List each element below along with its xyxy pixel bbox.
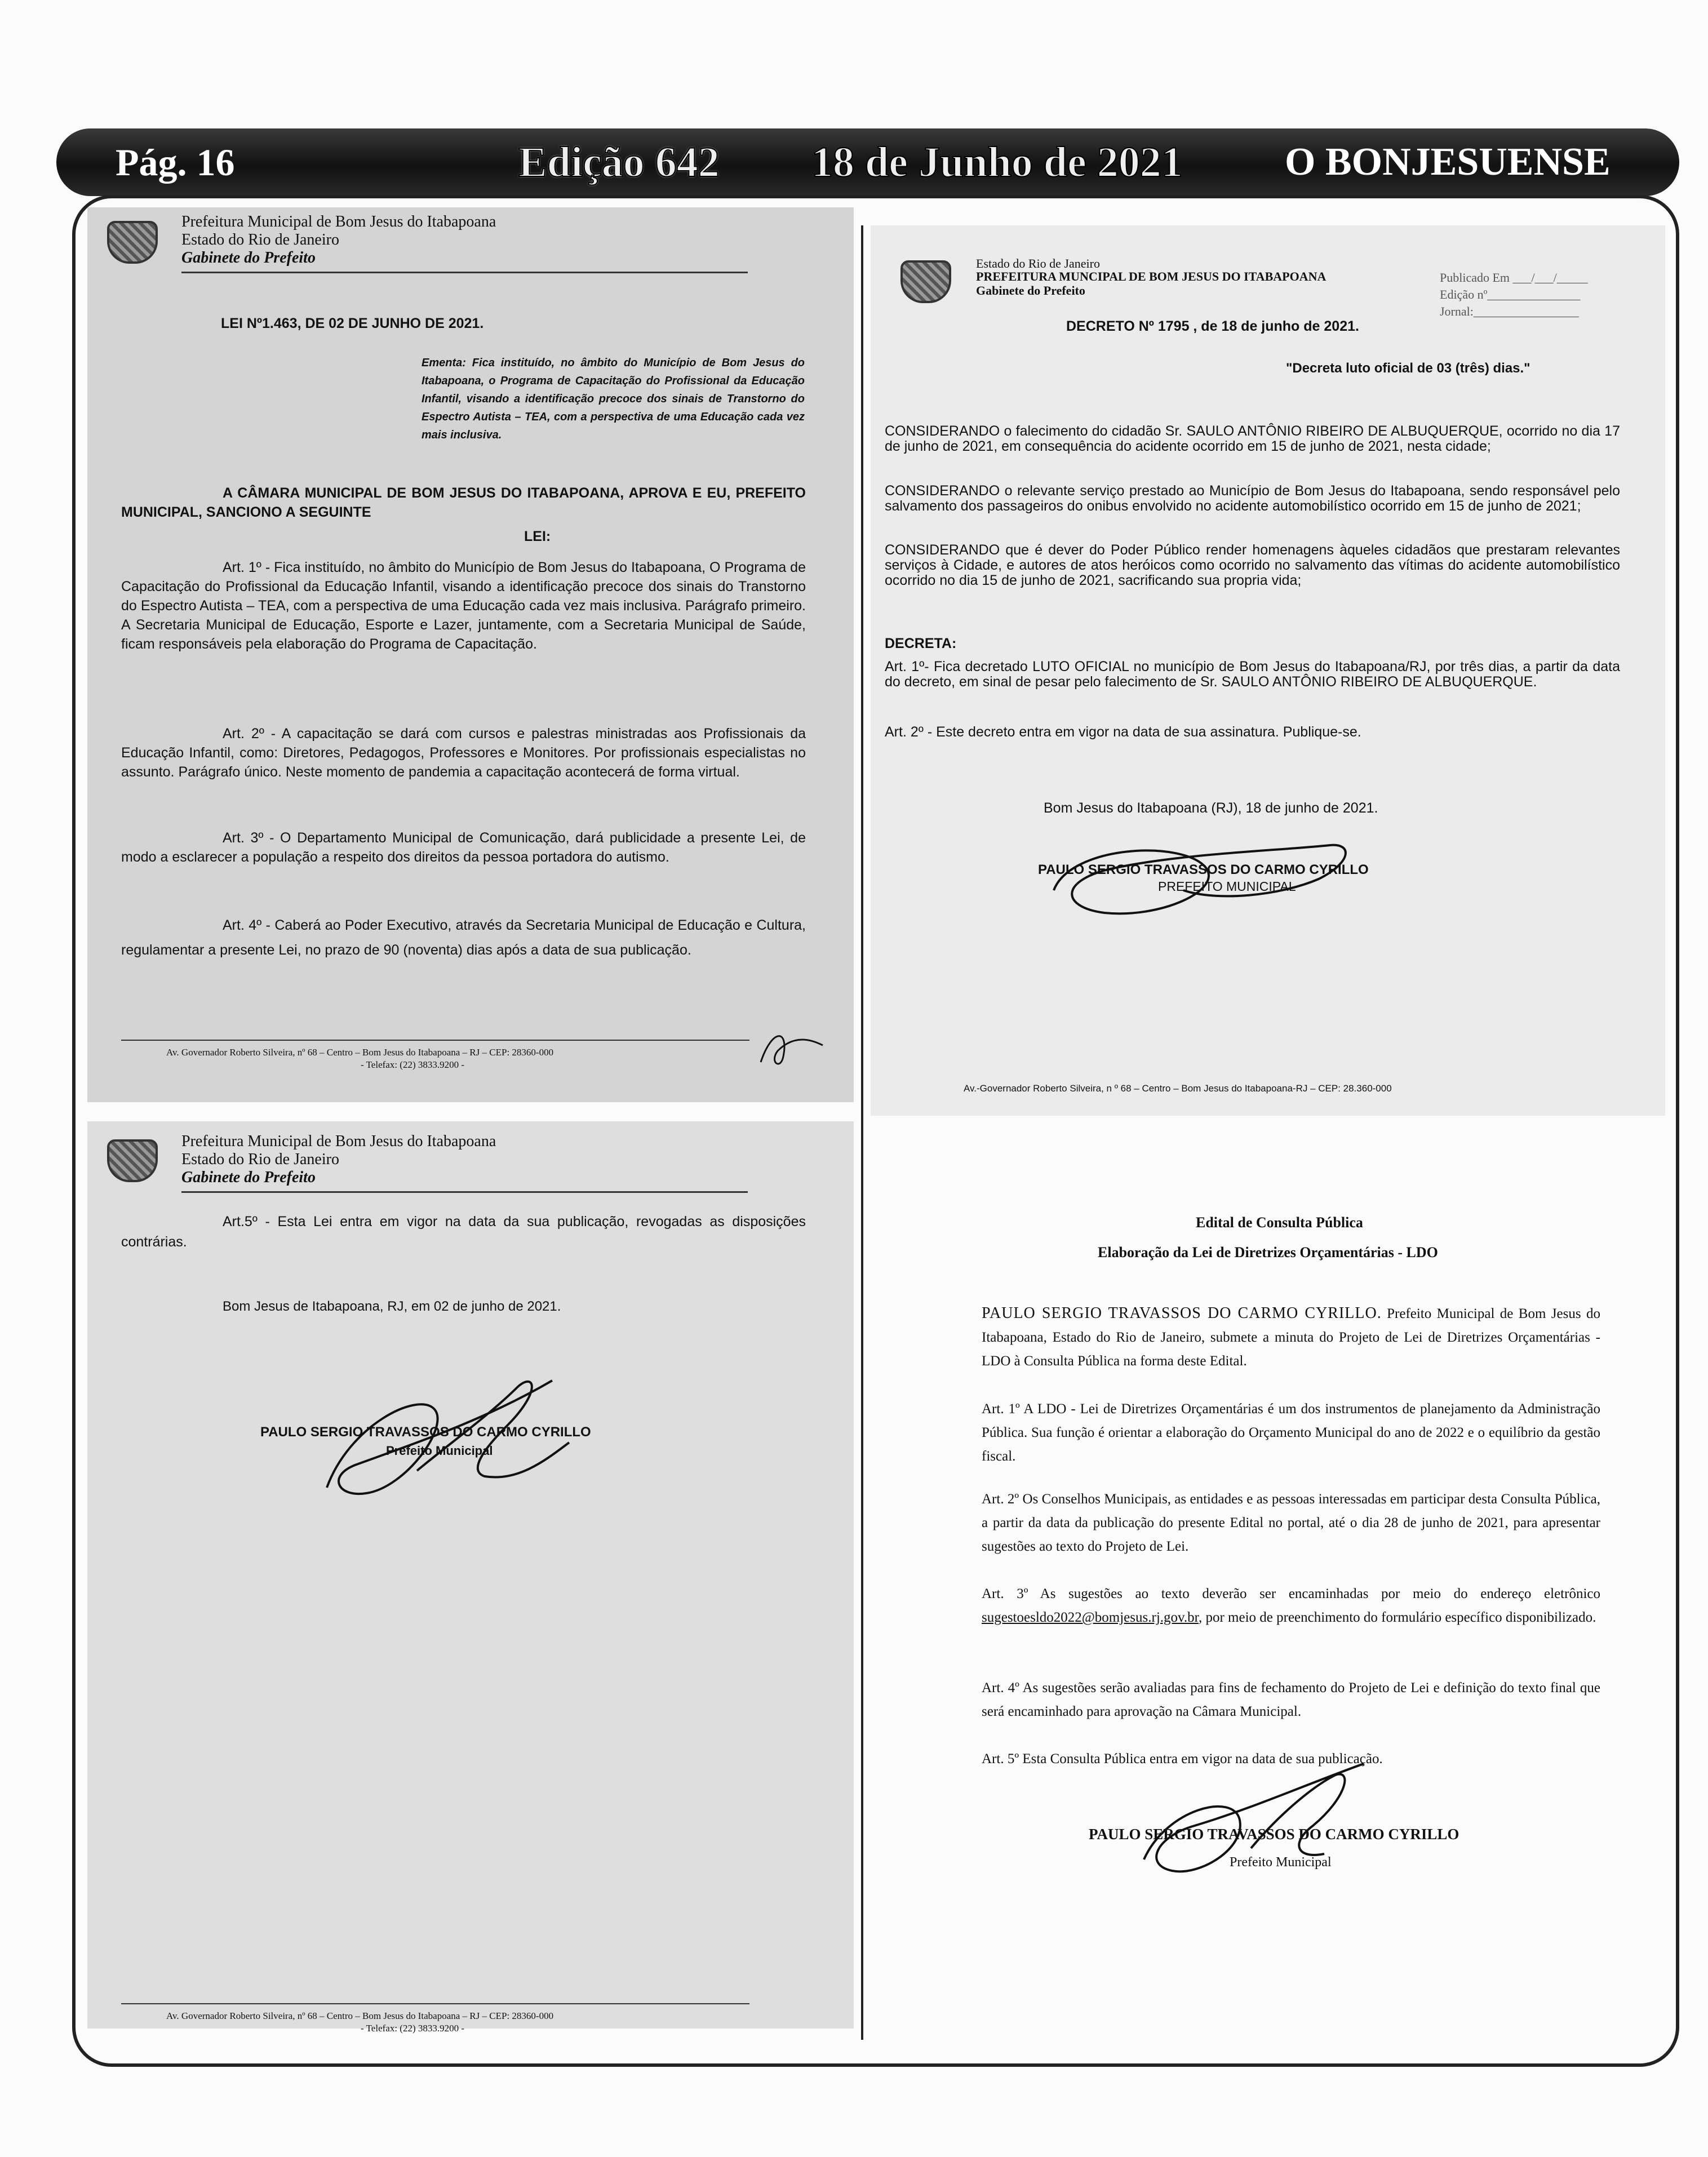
lei-article-3: Art. 3º - O Departamento Municipal de Comunicação, dará publicidade a presente Lei, de modo a esclarecer a população a respeito dos direitos da pessoa portadora do autismo. <box>121 830 806 865</box>
edital-article-3 <box>982 1582 1600 1630</box>
lei-continuation-document <box>87 1121 854 2029</box>
decreto-header-line3: Gabinete do Prefeito <box>976 283 1085 298</box>
lei-article-5: Art.5º - Esta Lei entra em vigor na data da sua publicação, revogadas as disposições contrárias. <box>121 1214 806 1250</box>
decreto-considerando-2: CONSIDERANDO o relevante serviço prestado ao Município de Bom Jesus do Itabapoana, sendo responsável pelo salvamento dos passageiros do onibus envolvido no acidente automobilístico ocorrido em 15 de junho de 2021; <box>885 483 1620 514</box>
edition-number: Edição 642 <box>518 139 720 186</box>
municipal-seal-icon <box>900 260 951 303</box>
lei-article-2: Art. 2º - A capacitação se dará com cursos e palestras ministradas aos Profissionais da Educação Infantil, como: Diretores, Pedagogos, Professores e Monitores. Por profissionais especialistas no assunto. Parágrafo único. Neste momento de pandemia a capacitação acontecerá de forma virtual. <box>121 726 806 780</box>
publication-stamp-journal: Jornal:_________________ <box>1440 304 1579 318</box>
lei-header-line2: Estado do Rio de Janeiro <box>181 231 339 248</box>
decreto-considerando-3: CONSIDERANDO que é dever do Poder Público render homenagens àqueles cidadãos que prestaram relevantes serviços à Cidade, e autores de atos heróicos como ocorrido no salvamento das vítimas do acidente automobilístico ocorrido no dia 15 de junho de 2021, sacrificando sua propria vida; <box>885 542 1620 588</box>
decreto-subtitle: "Decreta luto oficial de 03 (três) dias." <box>1286 361 1530 376</box>
lei-footer-address: Av. Governador Roberto Silveira, nº 68 – Centro – Bom Jesus do Itabapoana – RJ – CEP: 28360-000 <box>166 1047 554 1058</box>
decreto-signer-title: PREFEITO MUNICIPAL <box>1158 879 1296 894</box>
decreto-signer-name: PAULO SERGIO TRAVASSOS DO CARMO CYRILLO <box>1038 862 1369 877</box>
decreto-footer: Av.-Governador Roberto Silveira, n º 68 – Centro – Bom Jesus do Itabapoana-RJ – CEP: 28.360-000 <box>964 1083 1392 1094</box>
edital-subtitle: Elaboração da Lei de Diretrizes Orçamentárias - LDO <box>1098 1244 1438 1261</box>
edital-intro <box>982 1302 1600 1373</box>
lei-title: LEI Nº1.463, DE 02 DE JUNHO DE 2021. <box>221 316 484 331</box>
lei-signer-title: Prefeito Municipal <box>386 1444 493 1458</box>
email-link[interactable]: sugestoesldo2022@bomjesus.rj.gov.br <box>982 1610 1199 1625</box>
edital-title: Edital de Consulta Pública <box>1196 1214 1363 1231</box>
edition-date: 18 de Junho de 2021 <box>811 139 1183 186</box>
lei-cont-footer-phone: - Telefax: (22) 3833.9200 - <box>361 2023 465 2034</box>
lei-cont-header-line3: Gabinete do Prefeito <box>181 1169 316 1186</box>
lei-cont-header-line2: Estado do Rio de Janeiro <box>181 1151 339 1168</box>
lei-cont-header-rule <box>181 1191 748 1193</box>
lei-header-rule <box>181 272 748 273</box>
municipal-seal-icon <box>107 1139 158 1182</box>
lei-signer-name: PAULO SERGIO TRAVASSOS DO CARMO CYRILLO <box>260 1424 591 1440</box>
lei-footer-rule <box>121 1040 749 1041</box>
lei-header-line1: Prefeitura Municipal de Bom Jesus do Itabapoana <box>181 213 496 230</box>
lei-header-line3: Gabinete do Prefeito <box>181 249 316 267</box>
edital-article-1: Art. 1º A LDO - Lei de Diretrizes Orçamentárias é um dos instrumentos de planejamento da Administração Pública. Sua função é orientar a elaboração do Orçamento Municipal do ano de 2022 e o equilíbrio da gestão fiscal. <box>982 1401 1600 1464</box>
decreto-header-line1: Estado do Rio de Janeiro <box>976 256 1100 270</box>
decreto-decreta: DECRETA: <box>885 636 957 651</box>
edital-article-3-text: Art. 3º As sugestões ao texto deverão ser encaminhadas por meio do endereço eletrônico <box>982 1586 1600 1601</box>
municipal-seal-icon <box>107 221 158 264</box>
page-number: Pág. 16 <box>116 141 235 184</box>
decreto-considerando-1: CONSIDERANDO o falecimento do cidadão Sr. SAULO ANTÔNIO RIBEIRO DE ALBUQUERQUE, ocorrido no dia 17 de junho de 2021, em consequência do acidente ocorrido em 15 de junho de 2021, nesta cidade; <box>885 423 1620 454</box>
decreto-header-line2: PREFEITURA MUNCIPAL DE BOM JESUS DO ITABAPOANA <box>976 269 1327 283</box>
edital-article-2: Art. 2º Os Conselhos Municipais, as entidades e as pessoas interessadas em participar desta Consulta Pública, a partir da data da publicação do presente Edital no portal, até o dia 28 de junho de 2021, para apresentar sugestões ao texto do Projeto de Lei. <box>982 1492 1600 1554</box>
edital-article-4: Art. 4º As sugestões serão avaliadas para fins de fechamento do Projeto de Lei e definição do texto final que será encaminhado para aprovação na Câmara Municipal. <box>982 1680 1600 1719</box>
masthead-bar <box>56 128 1679 196</box>
edital-article-3-tail: , por meio de preenchimento do formulário específico disponibilizado. <box>1198 1610 1596 1625</box>
publication-stamp-date: Publicado Em ___/___/_____ <box>1440 270 1588 285</box>
decreto-article-1: Art. 1º- Fica decretado LUTO OFICIAL no município de Bom Jesus do Itabapoana/RJ, por três dias, a partir da data do decreto, em sinal de pesar pelo falecimento de Sr. SAULO ANTÔNIO RIBEIRO DE ALBUQUERQUE. <box>885 659 1620 690</box>
lei-ementa: Ementa: Fica instituído, no âmbito do Município de Bom Jesus do Itabapoana, o Programa de Capacitação do Profissional da Educação Infantil, visando a identificação precoce dos sinais de Transtorno do Espectro Autista – TEA, com a perspectiva de uma Educação cada vez mais inclusiva. <box>422 357 805 441</box>
edital-signer-name: PAULO SERGIO TRAVASSOS DO CARMO CYRILLO <box>1089 1826 1459 1843</box>
decreto-title: DECRETO Nº 1795 , de 18 de junho de 2021. <box>1066 318 1359 334</box>
lei-cont-header-line1: Prefeitura Municipal de Bom Jesus do Itabapoana <box>181 1133 496 1150</box>
lei-article-4: Art. 4º - Caberá ao Poder Executivo, através da Secretaria Municipal de Educação e Cultura, regulamentar a presente Lei, no prazo de 90 (noventa) dias após a data de sua publicação. <box>121 917 806 958</box>
lei-cont-footer-address: Av. Governador Roberto Silveira, nº 68 – Centro – Bom Jesus do Itabapoana – RJ – CEP: 28360-000 <box>166 2010 554 2021</box>
decreto-article-2: Art. 2º - Este decreto entra em vigor na data de sua assinatura. Publique-se. <box>885 724 1361 740</box>
decreto-place-date: Bom Jesus do Itabapoana (RJ), 18 de junho de 2021. <box>1044 800 1378 816</box>
lei-cont-footer-rule <box>121 2003 749 2004</box>
lei-place-date: Bom Jesus de Itabapoana, RJ, em 02 de junho de 2021. <box>223 1299 561 1314</box>
edital-article-5: Art. 5º Esta Consulta Pública entra em vigor na data de sua publicação. <box>982 1751 1383 1767</box>
lei-document <box>87 207 854 1102</box>
lei-article-1: Art. 1º - Fica instituído, no âmbito do Município de Bom Jesus do Itabapoana, O Programa de Capacitação do Profissional da Educação Infantil, visando a identificação precoce dos sinais do Transtorno do Espectro Autista – TEA, com a perspectiva de uma Educação cada vez mais inclusiva. Parágrafo primeiro. A Secretaria Municipal de Educação, Esporte e Lazer, juntamente, com a Secretaria Municipal de Saúde, ficam responsáveis pela elaboração do Programa de Capacitação. <box>121 560 806 652</box>
edital-intro-name: PAULO SERGIO TRAVASSOS DO CARMO CYRILLO. <box>982 1304 1382 1322</box>
edital-intro-text: Prefeito Municipal de Bom Jesus do Itabapoana, Estado do Rio de Janeiro, submete a minuta do Projeto de Lei de Diretrizes Orçamentárias - LDO à Consulta Pública na forma deste Edital. <box>982 1306 1600 1369</box>
lei-label: LEI: <box>524 529 551 544</box>
publication-stamp-edition: Edição nº_______________ <box>1440 287 1581 301</box>
edital-signer-title: Prefeito Municipal <box>1230 1855 1332 1870</box>
lei-footer-phone: - Telefax: (22) 3833.9200 - <box>361 1059 465 1070</box>
column-divider <box>861 225 863 2040</box>
lei-preamble: A CÂMARA MUNICIPAL DE BOM JESUS DO ITABAPOANA, APROVA E EU, PREFEITO MUNICIPAL, SANCIONO A SEGUINTE <box>121 485 806 520</box>
newspaper-name: O BONJESUENSE <box>1285 140 1611 184</box>
